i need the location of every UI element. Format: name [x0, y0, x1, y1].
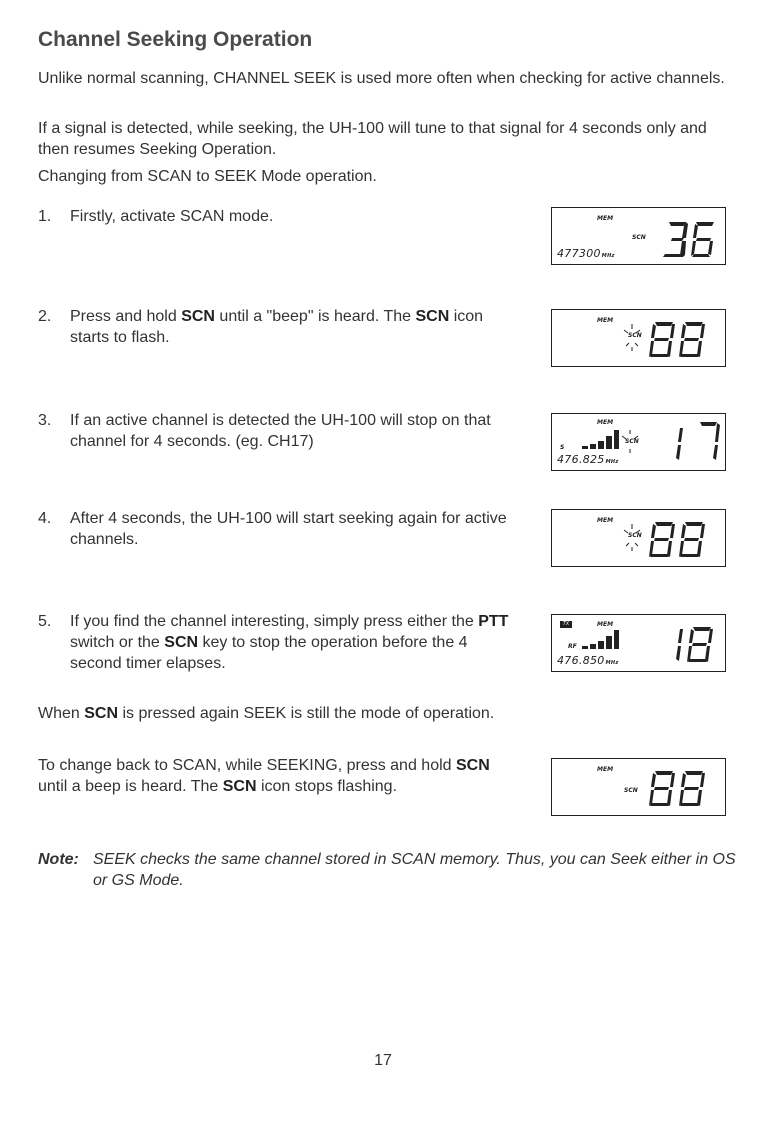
step-text: If an active channel is detected the UH-100 will stop on that channel for 4 seconds. (eg. CH17) [70, 412, 491, 450]
frequency-readout: 477300MHz [557, 247, 615, 260]
note-label: Note: [38, 851, 79, 868]
step-text: Firstly, activate SCAN mode. [70, 208, 274, 225]
change-paragraph: To change back to SCAN, while SEEKING, press and hold SCN until a beep is heard. The SCN icon stops flashing. [38, 757, 490, 795]
lcd-display-6 [551, 758, 726, 816]
page-number: 17 [374, 1052, 392, 1069]
note-text: SEEK checks the same channel stored in SCAN memory. Thus, you can Seek either in OS or GS Mode. [93, 851, 736, 889]
mem-indicator: MEM [597, 215, 614, 222]
intro-paragraph-1: Unlike normal scanning, CHANNEL SEEK is used more often when checking for active channels. [38, 70, 725, 87]
scn-indicator: SCN [628, 332, 642, 339]
when-paragraph: When SCN is pressed again SEEK is still the mode of operation. [38, 705, 495, 722]
scn-indicator: SCN [624, 787, 638, 794]
rf-indicator: RF [568, 643, 577, 650]
intro-paragraph-3: Changing from SCAN to SEEK Mode operation. [38, 168, 377, 185]
lcd-display-5 [551, 614, 726, 672]
mem-indicator: MEM [597, 766, 614, 773]
mem-indicator: MEM [597, 517, 614, 524]
scn-indicator: SCN [628, 532, 642, 539]
channel-digits [552, 310, 727, 368]
intro-paragraph-2: If a signal is detected, while seeking, the UH-100 will tune to that signal for 4 seconds only and then resumes Seeking Operation. [38, 120, 707, 158]
mem-indicator: MEM [597, 621, 614, 628]
step-text: If you find the channel interesting, simply press either the PTT switch or the SCN key to stop the operation before the 4 second timer elapses. [70, 613, 509, 672]
mem-indicator: MEM [597, 317, 614, 324]
lcd-display-2 [551, 309, 726, 367]
lcd-display-1 [551, 207, 726, 265]
channel-digits [552, 615, 727, 673]
mem-indicator: MEM [597, 419, 614, 426]
step-number: 3. [38, 412, 52, 429]
step-number: 1. [38, 208, 52, 225]
page-title: Channel Seeking Operation [38, 28, 313, 51]
tx-indicator: TX [560, 621, 572, 628]
frequency-readout: 476.850MHz [557, 654, 619, 667]
lcd-display-3 [551, 413, 726, 471]
signal-indicator: S [560, 444, 565, 451]
channel-digits [552, 208, 727, 266]
step-number: 4. [38, 510, 52, 527]
scn-indicator: SCN [632, 234, 646, 241]
frequency-readout: 476.825MHz [557, 453, 619, 466]
lcd-display-4 [551, 509, 726, 567]
channel-digits [552, 414, 727, 472]
step-text: After 4 seconds, the UH-100 will start seeking again for active channels. [70, 510, 507, 548]
channel-digits [552, 510, 727, 568]
step-text: Press and hold SCN until a "beep" is heard. The SCN icon starts to flash. [70, 308, 484, 346]
step-number: 5. [38, 613, 52, 630]
step-number: 2. [38, 308, 52, 325]
scn-indicator: SCN [625, 438, 639, 445]
channel-digits [552, 759, 727, 817]
